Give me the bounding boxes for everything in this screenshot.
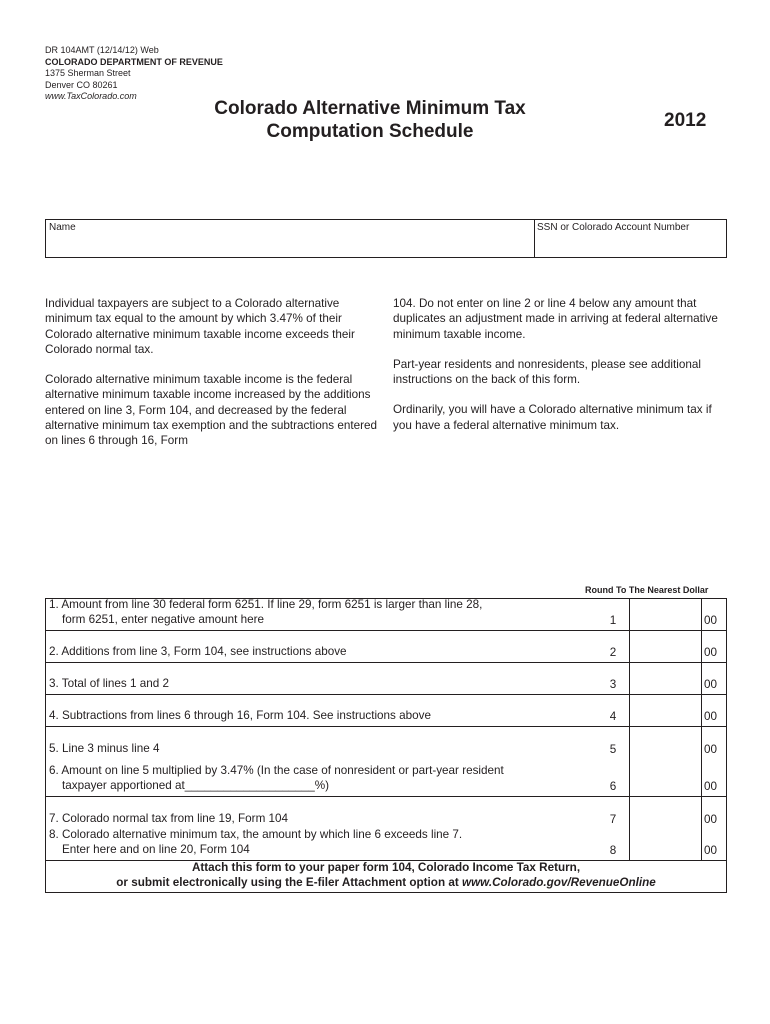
department-name: COLORADO DEPARTMENT OF REVENUE — [45, 56, 223, 67]
cents-value: 00 — [704, 813, 718, 826]
table-row — [46, 599, 726, 631]
dollar-amount-fields[interactable] — [630, 599, 700, 861]
form-title — [170, 97, 570, 143]
instruction-paragraph: Individual taxpayers are subject to a Colorado alternative minimum tax equal to the amount by which 3.47% of their Colorado alternative minimum taxable income exceeds their Colorado normal tax. — [45, 297, 355, 356]
name-field-label: Name — [49, 222, 76, 233]
line-description: 7. Colorado normal tax from line 19, Form 104 — [49, 812, 289, 825]
tax-year: 2012 — [664, 110, 707, 131]
line-number: 2 — [609, 646, 617, 659]
cents-value: 00 — [704, 646, 718, 659]
cents-value: 00 — [704, 844, 718, 857]
attachment-note-prefix: or submit electronically using the E-filer Attachment option at — [116, 875, 462, 889]
revenue-online-link[interactable]: www.Colorado.gov/RevenueOnline — [461, 875, 656, 889]
ssn-field[interactable] — [535, 220, 726, 257]
instruction-paragraph: Part-year residents and nonresidents, please see additional instructions on the back of this form. — [393, 357, 701, 387]
line-number: 8 — [609, 844, 617, 857]
line-number: 6 — [609, 780, 617, 793]
cents-value: 00 — [704, 710, 718, 723]
line-number: 4 — [609, 710, 617, 723]
table-row — [46, 727, 726, 759]
instruction-paragraph: Colorado alternative minimum taxable income is the federal alternative minimum taxable income increased by the additions entered on line 3, Form 104, and decreased by the federal alternative minimum tax exemption and the subtractions entered on lines 6 through 16, Form — [45, 373, 377, 448]
taxpayer-info-box — [45, 219, 727, 258]
line-number: 3 — [609, 678, 617, 691]
line-number: 7 — [609, 813, 617, 826]
cents-value: 00 — [704, 780, 718, 793]
line-description: 3. Total of lines 1 and 2 — [49, 677, 169, 690]
website-link[interactable]: www.TaxColorado.com — [45, 91, 137, 101]
cents-value: 00 — [704, 743, 718, 756]
instruction-paragraph: 104. Do not enter on line 2 or line 4 below any amount that duplicates an adjustment made in arriving at federal alternative minimum taxable income. — [393, 297, 718, 341]
cents-value: 00 — [704, 614, 718, 627]
instructions-right-column — [393, 296, 723, 448]
form-id: DR 104AMT (12/14/12) Web — [45, 45, 159, 55]
line-description: 6. Amount on line 5 multiplied by 3.47% (In the case of nonresident or part-year resident taxpayer apportioned at____________________%) — [49, 764, 504, 792]
street-address: 1375 Sherman Street — [45, 68, 131, 78]
attachment-note — [46, 861, 726, 890]
round-note: Round To The Nearest Dollar — [585, 585, 709, 595]
table-row — [46, 695, 726, 727]
table-row — [46, 663, 726, 695]
ssn-field-label: SSN or Colorado Account Number — [537, 222, 690, 233]
table-row — [46, 631, 726, 663]
line-number: 5 — [609, 743, 617, 756]
table-row — [46, 829, 726, 861]
computation-table — [45, 598, 727, 893]
form-header — [45, 45, 223, 103]
line-description: 4. Subtractions from lines 6 through 16, Form 104. See instructions above — [49, 709, 431, 722]
city-address: Denver CO 80261 — [45, 79, 118, 90]
instructions-left-column — [45, 296, 380, 464]
table-row — [46, 797, 726, 829]
column-divider — [701, 599, 702, 861]
line-description: 1. Amount from line 30 federal form 6251. If line 29, form 6251 is larger than line 28, form 6251, enter negative amount here — [49, 598, 483, 626]
name-field[interactable] — [46, 220, 534, 257]
line-description: 8. Colorado alternative minimum tax, the amount by which line 6 exceeds line 7. Enter here and on line 20, Form 104 — [49, 828, 463, 856]
attachment-note-line2 — [46, 876, 726, 891]
form-title-line1: Colorado Alternative Minimum Tax — [214, 98, 526, 119]
table-row — [46, 759, 726, 797]
cents-value: 00 — [704, 678, 718, 691]
attachment-note-line1: Attach this form to your paper form 104, Colorado Income Tax Return, — [191, 861, 581, 874]
line-number: 1 — [609, 614, 617, 627]
form-title-line2: Computation Schedule — [266, 121, 474, 142]
line-description: 2. Additions from line 3, Form 104, see instructions above — [49, 645, 347, 658]
instruction-paragraph: Ordinarily, you will have a Colorado alternative minimum tax if you have a federal alternative minimum tax. — [393, 403, 712, 432]
line-description: 5. Line 3 minus line 4 — [49, 742, 160, 755]
